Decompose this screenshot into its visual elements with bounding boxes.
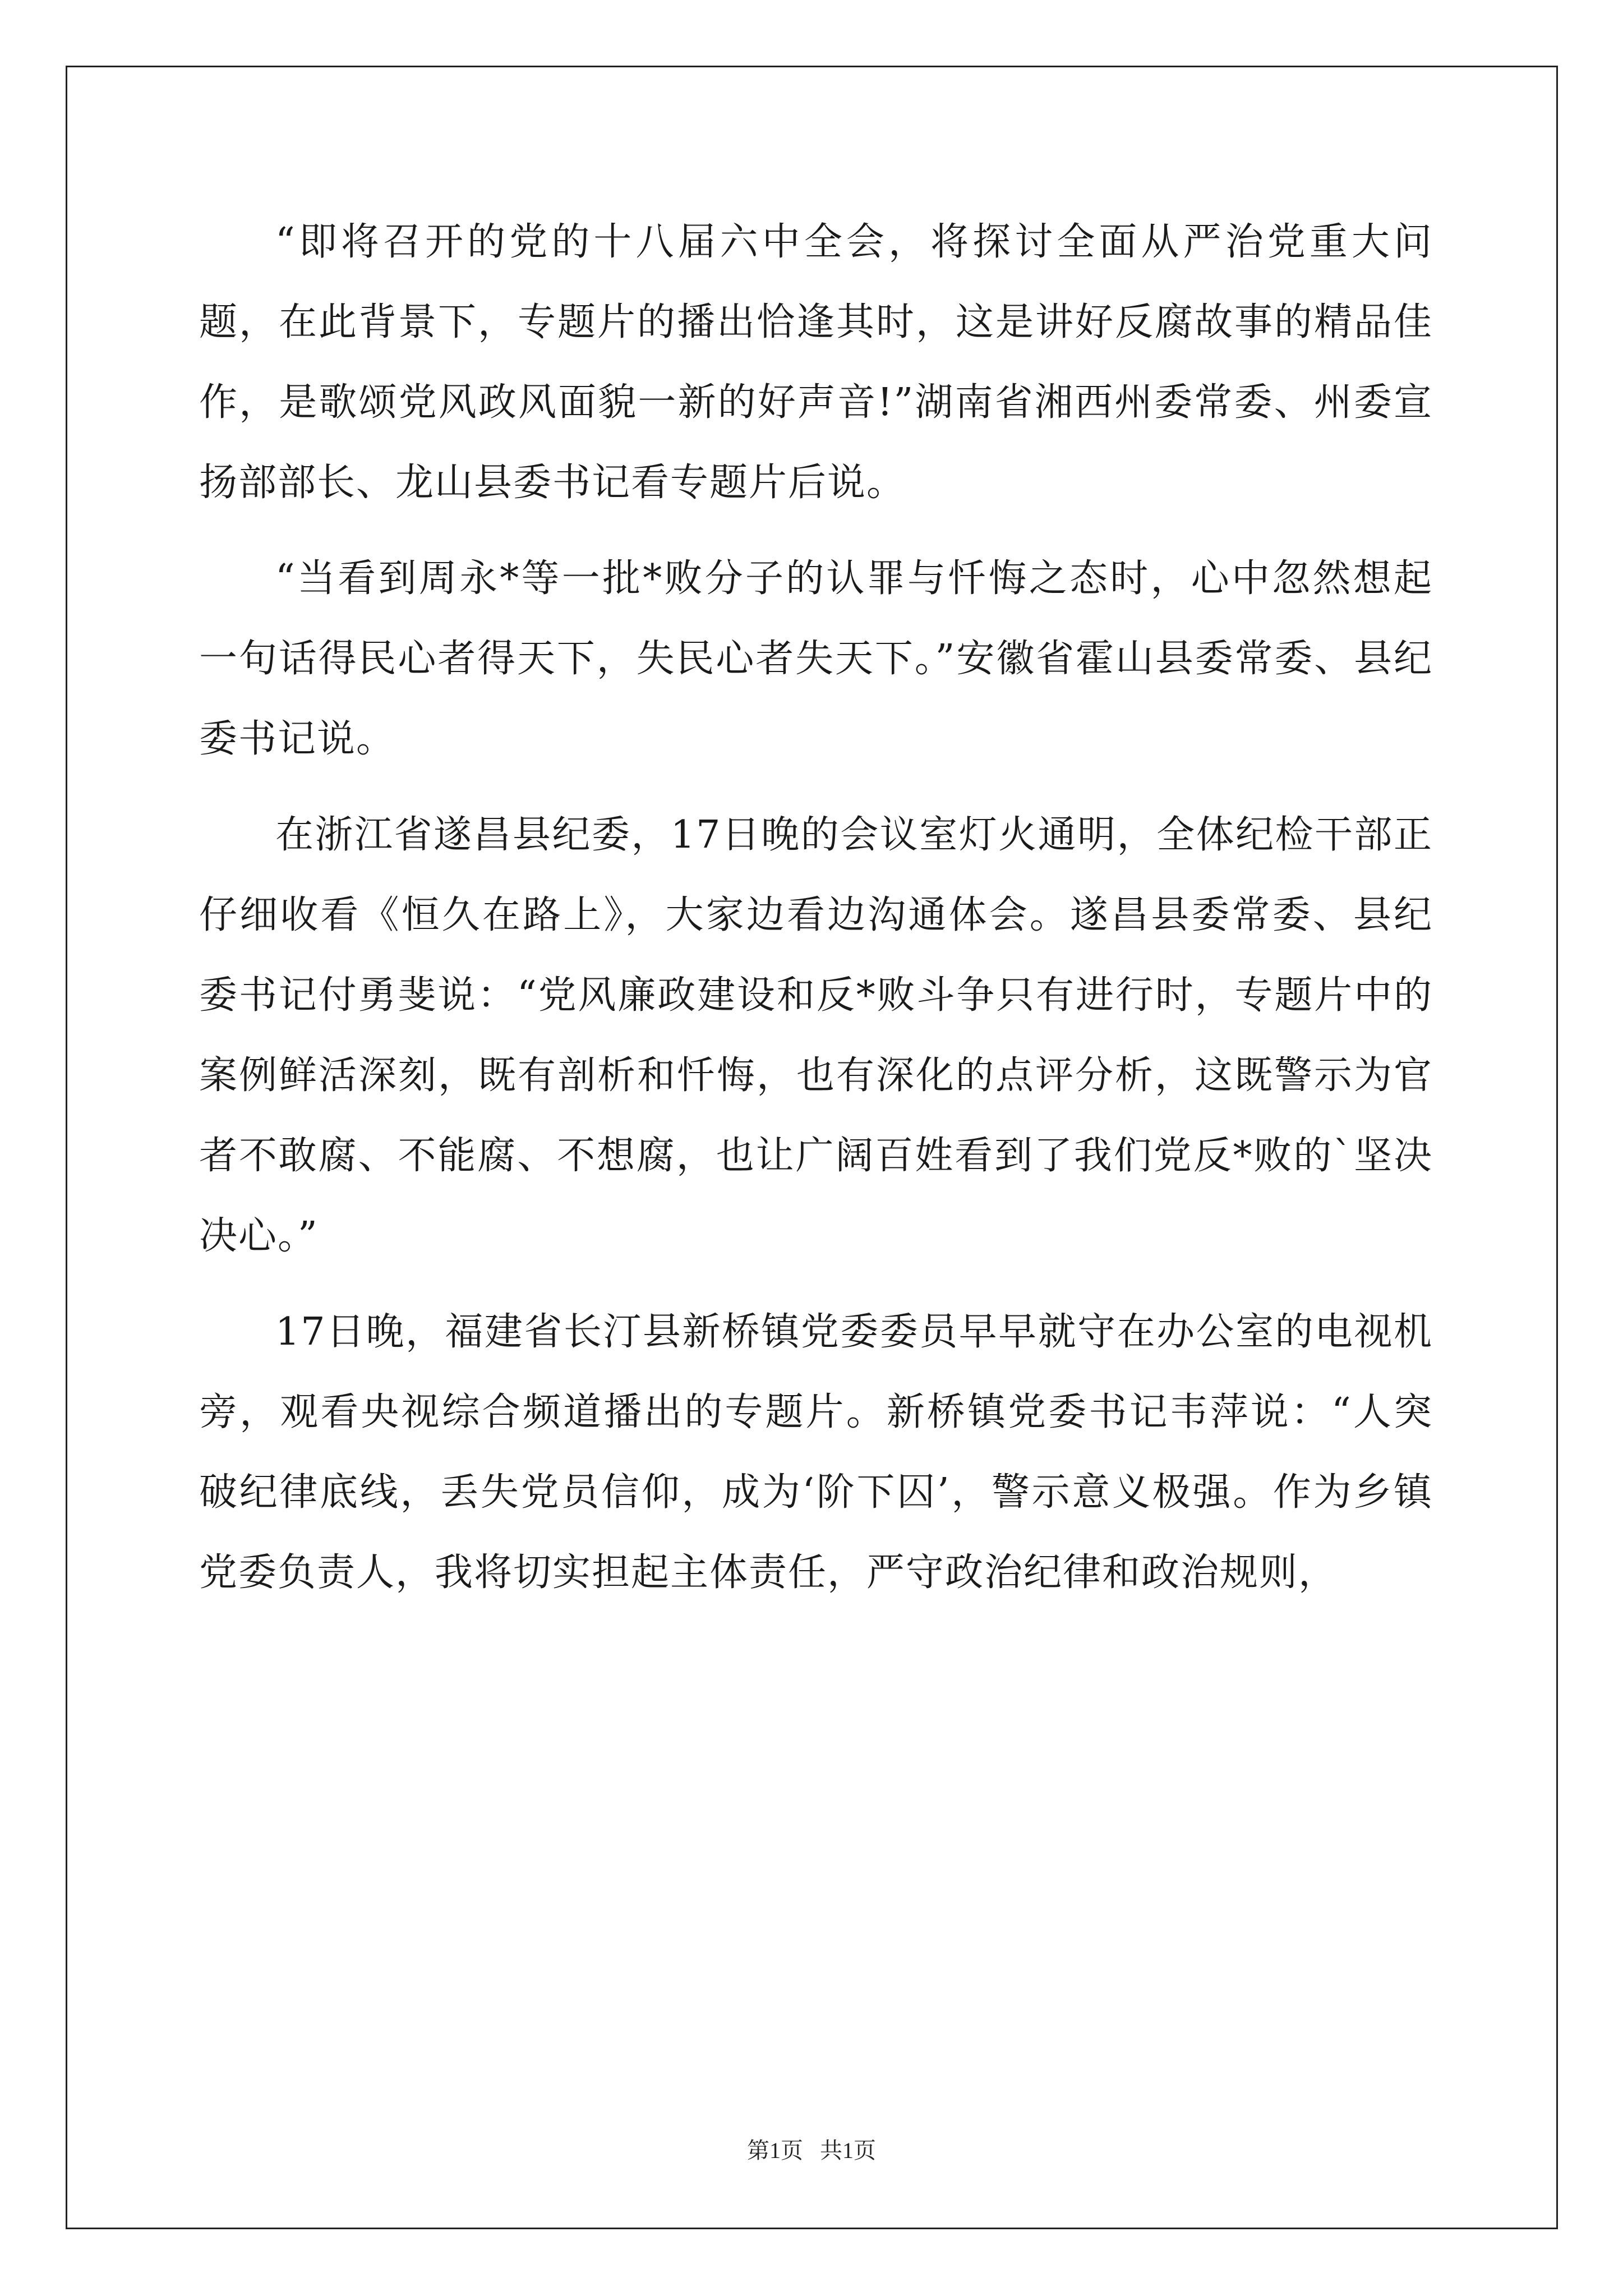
- page-total: 共1页: [820, 2138, 876, 2163]
- paragraph: 在浙江省遂昌县纪委，17日晚的会议室灯火通明，全体纪检干部正仔细收看《恒久在路上》，大家边看边沟通体会。遂昌县委常委、县纪委书记付勇斐说：“党风廉政建设和反*败斗争只有进行时，专题片中的案例鲜活深刻，既有剖析和忏悔，也有深化的点评分析，这既警示为官者不敢腐、不能腐、不想腐，也让广阔百姓看到了我们党反*败的`坚决决心。”: [199, 813, 1433, 1258]
- page-footer: [0, 2133, 1623, 2165]
- document-body: [199, 202, 1433, 1628]
- paragraph: 17日晚，福建省长汀县新桥镇党委委员早早就守在办公室的电视机旁，观看央视综合频道播出的专题片。新桥镇党委书记韦萍说：“人突破纪律底线，丢失党员信仰，成为‘阶下囚’，警示意义极强。作为乡镇党委负责人，我将切实担起主体责任，严守政治纪律和政治规则，: [199, 1310, 1433, 1595]
- paragraph: “即将召开的党的十八届六中全会，将探讨全面从严治党重大问题，在此背景下，专题片的播出恰逢其时，这是讲好反腐故事的精品佳作，是歌颂党风政风面貌一新的好声音!”湖南省湘西州委常委、州委宣扬部部长、龙山县委书记看专题片后说。: [199, 220, 1433, 505]
- paragraph: “当看到周永*等一批*败分子的认罪与忏悔之态时，心中忽然想起一句话得民心者得天下，失民心者失天下。”安徽省霍山县委常委、县纪委书记说。: [199, 556, 1433, 761]
- page-number: 第1页: [747, 2138, 803, 2163]
